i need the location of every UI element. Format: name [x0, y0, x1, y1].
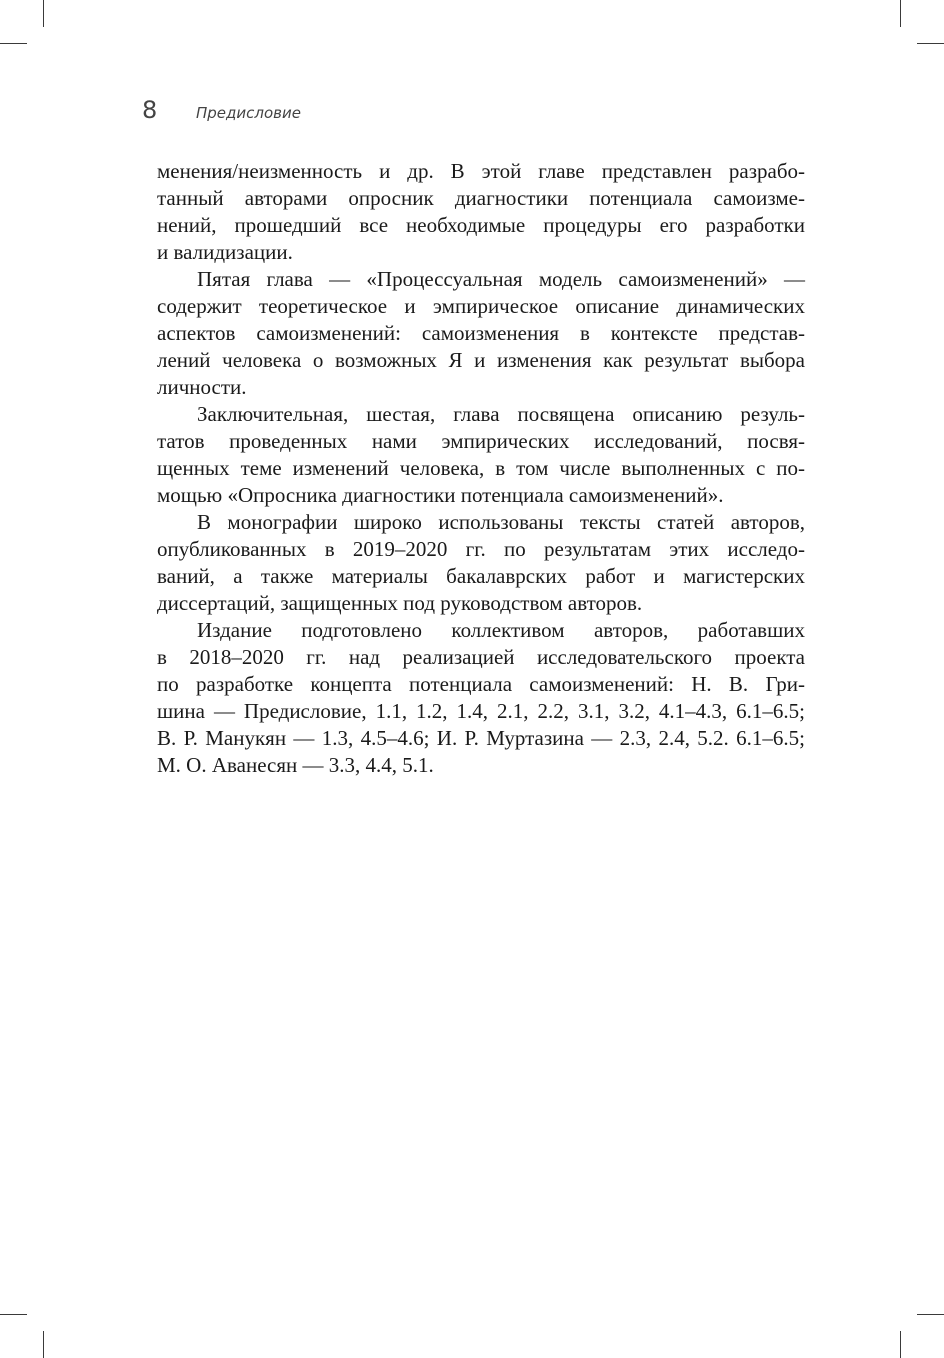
crop-mark-top-left-horizontal — [0, 43, 27, 44]
text-line: татов проведенных нами эмпирических исследований, посвя- — [157, 429, 805, 453]
text-line: Издание подготовлено коллективом авторов, работавших — [197, 618, 805, 642]
text-line: по разработке концепта потенциала самоизменений: Н. В. Гри- — [157, 672, 805, 696]
crop-mark-top-right-vertical — [900, 0, 901, 27]
text-line: и валидизации. — [157, 240, 293, 264]
text-line: в 2018–2020 гг. над реализацией исследовательского проекта — [157, 645, 805, 669]
crop-mark-bottom-right-vertical — [900, 1331, 901, 1358]
paragraph — [157, 401, 805, 509]
text-line: аспектов самоизменений: самоизменения в контексте представ- — [157, 321, 805, 345]
paragraph — [157, 617, 805, 779]
section-title: Предисловие — [196, 104, 301, 122]
text-line: нений, прошедший все необходимые процедуры его разработки — [157, 213, 805, 237]
text-line: диссертаций, защищенных под руководством авторов. — [157, 591, 643, 615]
text-line: опубликованных в 2019–2020 гг. по результатам этих исследо- — [157, 537, 805, 561]
text-line: содержит теоретическое и эмпирическое описание динамических — [157, 294, 805, 318]
page-number: 8 — [142, 96, 158, 124]
crop-mark-bottom-right-horizontal — [917, 1314, 944, 1315]
crop-mark-top-right-horizontal — [917, 43, 944, 44]
text-line: танный авторами опросник диагностики потенциала самоизме- — [157, 186, 805, 210]
running-head — [142, 96, 301, 124]
crop-mark-bottom-left-vertical — [43, 1331, 44, 1358]
text-line: менения/неизменность и др. В этой главе представлен разрабо- — [157, 159, 805, 183]
paragraph — [157, 509, 805, 617]
paragraph — [157, 266, 805, 401]
crop-mark-bottom-left-horizontal — [0, 1314, 27, 1315]
text-line: мощью «Опросника диагностики потенциала самоизменений». — [157, 483, 724, 507]
text-line: В. Р. Манукян — 1.3, 4.5–4.6; И. Р. Муртазина — 2.3, 2.4, 5.2. 6.1–6.5; — [157, 726, 805, 750]
text-line: М. О. Аванесян — 3.3, 4.4, 5.1. — [157, 753, 434, 777]
text-line: Заключительная, шестая, глава посвящена описанию резуль- — [197, 402, 805, 426]
paragraph — [157, 158, 805, 266]
text-line: шина — Предисловие, 1.1, 1.2, 1.4, 2.1, 2.2, 3.1, 3.2, 4.1–4.3, 6.1–6.5; — [157, 699, 805, 723]
text-line: щенных теме изменений человека, в том числе выполненных с по- — [157, 456, 805, 480]
text-line: личности. — [157, 375, 247, 399]
body-text — [157, 158, 805, 779]
text-line: лений человека о возможных Я и изменения как результат выбора — [157, 348, 805, 372]
text-line: В монографии широко использованы тексты статей авторов, — [197, 510, 805, 534]
text-line: Пятая глава — «Процессуальная модель самоизменений» — — [197, 267, 805, 291]
crop-mark-top-left-vertical — [43, 0, 44, 27]
text-line: ваний, а также материалы бакалаврских работ и магистерских — [157, 564, 805, 588]
